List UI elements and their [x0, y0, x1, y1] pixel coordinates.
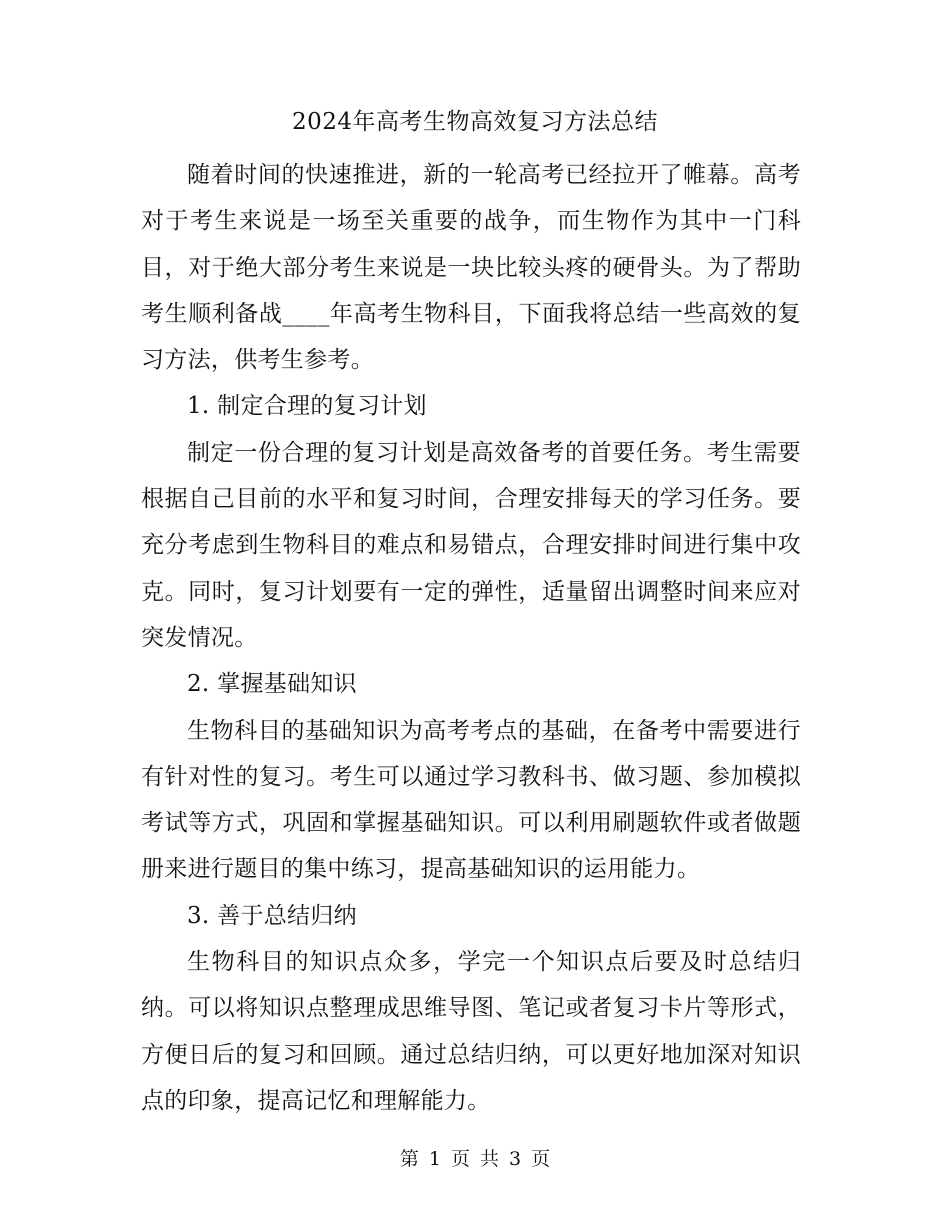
- document-title: 2024年高考生物高效复习方法总结: [291, 109, 659, 135]
- section-heading-1: 1. 制定合理的复习计划: [187, 393, 427, 420]
- section-heading-3: 3. 善于总结归纳: [187, 902, 357, 929]
- section-paragraph-2: 生物科目的基础知识为高考考点的基础，在备考中需要进行有针对性的复习。考生可以通过学习教科书、做习题、参加模拟考试等方式，巩固和掌握基础知识。可以利用刷题软件或者做题册来进行题目的集中练习，提高基础知识的运用能力。: [141, 717, 801, 883]
- section-paragraph-3: 生物科目的知识点众多，学完一个知识点后要及时总结归纳。可以将知识点整理成思维导图、笔记或者复习卡片等形式，方便日后的复习和回顾。通过总结归纳，可以更好地加深对知识点的印象，提高记忆和理解能力。: [141, 949, 801, 1114]
- section-paragraph-1: 制定一份合理的复习计划是高效备考的首要任务。考生需要根据自己目前的水平和复习时间，合理安排每天的学习任务。要充分考虑到生物科目的难点和易错点，合理安排时间进行集中攻克。同时，复习计划要有一定的弹性，适量留出调整时间来应对突发情况。: [141, 439, 801, 651]
- section-heading-2: 2. 掌握基础知识: [187, 671, 357, 698]
- page-number-footer: 第 1 页 共 3 页: [399, 1148, 551, 1170]
- intro-paragraph: 随着时间的快速推进，新的一轮高考已经拉开了帷幕。高考对于考生来说是一场至关重要的战争，而生物作为其中一门科目，对于绝大部分考生来说是一块比较头疼的硬骨头。为了帮助考生顺利备战____年高考生物科目，下面我将总结一些高效的复习方法，供考生参考。: [141, 162, 801, 374]
- document-body: [141, 152, 801, 1124]
